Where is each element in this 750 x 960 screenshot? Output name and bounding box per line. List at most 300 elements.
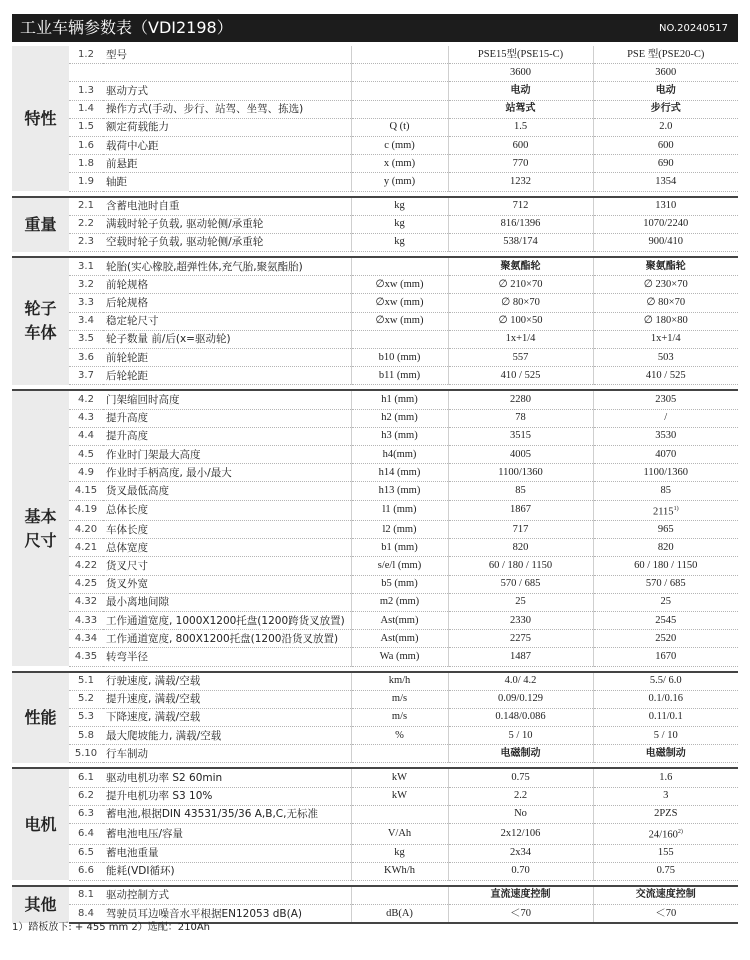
- value-text: 2520: [655, 632, 677, 644]
- value-model-2: [593, 276, 738, 294]
- table-row: [12, 690, 738, 708]
- section-category: 轮子 车体: [12, 257, 69, 385]
- value-model-2: [593, 745, 738, 763]
- item-number: 4.20: [69, 521, 103, 539]
- item-unit: [351, 805, 448, 823]
- value-model-1: 4005: [448, 445, 593, 463]
- value-model-1: 85: [448, 482, 593, 500]
- value-model-1: 600: [448, 136, 593, 154]
- value-model-2: [593, 521, 738, 539]
- item-unit: b11 (mm): [351, 367, 448, 385]
- item-unit: [351, 82, 448, 100]
- item-unit: ∅xw (mm): [351, 276, 448, 294]
- value-text: 电磁制动: [645, 747, 686, 759]
- table-row: [12, 100, 738, 118]
- section-category: 特性: [12, 46, 69, 191]
- page-title: 工业车辆参数表（VDI2198）: [20, 18, 233, 37]
- item-number: 4.2: [69, 390, 103, 409]
- value-text: 0.1/0.16: [648, 693, 683, 705]
- item-number: 5.10: [69, 745, 103, 763]
- item-unit: kg: [351, 215, 448, 233]
- item-number: 5.1: [69, 672, 103, 691]
- value-model-1: 712: [448, 197, 593, 216]
- item-number: 6.6: [69, 862, 103, 880]
- item-unit: h1 (mm): [351, 390, 448, 409]
- value-model-1: ∅ 80×70: [448, 294, 593, 312]
- table-row: [12, 427, 738, 445]
- item-unit: h3 (mm): [351, 427, 448, 445]
- item-number: 3.3: [69, 294, 103, 312]
- item-unit: l2 (mm): [351, 521, 448, 539]
- item-number: 1.2: [69, 46, 103, 64]
- table-row: [12, 257, 738, 276]
- item-description: 行驶速度, 满载/空载: [103, 672, 351, 691]
- value-text: 5.5/ 6.0: [649, 675, 682, 687]
- item-number: 6.2: [69, 787, 103, 805]
- item-number: 5.2: [69, 690, 103, 708]
- value-model-1: 2275: [448, 630, 593, 648]
- table-row: [12, 173, 738, 191]
- table-row: [12, 46, 738, 64]
- value-model-2: [593, 482, 738, 500]
- item-description: [103, 64, 351, 82]
- value-text: 24/160: [648, 829, 678, 841]
- item-number: 5.8: [69, 727, 103, 745]
- footnote-marker: 2): [677, 829, 683, 835]
- model-1-code: 3600: [448, 64, 593, 82]
- value-model-2: [593, 155, 738, 173]
- value-text: 1670: [655, 650, 677, 662]
- item-description: 作业时手柄高度, 最小/最大: [103, 464, 351, 482]
- value-model-1: No: [448, 805, 593, 823]
- table-row: [12, 648, 738, 666]
- table-row: [12, 312, 738, 330]
- section-category: 其他: [12, 886, 69, 923]
- item-number: 3.2: [69, 276, 103, 294]
- item-number: 2.2: [69, 215, 103, 233]
- value-model-2: [593, 464, 738, 482]
- table-row: [12, 118, 738, 136]
- item-number: 4.21: [69, 539, 103, 557]
- value-model-2: [593, 557, 738, 575]
- item-unit: [351, 257, 448, 276]
- item-number: 8.4: [69, 905, 103, 924]
- item-unit: [351, 330, 448, 348]
- value-model-1: 1100/1360: [448, 464, 593, 482]
- item-number: 4.19: [69, 500, 103, 521]
- value-text: 1070/2240: [643, 218, 689, 230]
- value-model-2: [593, 727, 738, 745]
- item-description: 门架缩回时高度: [103, 390, 351, 409]
- value-model-2: [593, 257, 738, 276]
- item-number: 3.6: [69, 349, 103, 367]
- value-model-2: [593, 330, 738, 348]
- item-unit: x (mm): [351, 155, 448, 173]
- value-model-2: [593, 905, 738, 924]
- item-description: 轮胎(实心橡胶,超弹性体,充气胎,聚氨酯胎): [103, 257, 351, 276]
- value-text: 600: [657, 139, 674, 151]
- item-unit: KWh/h: [351, 862, 448, 880]
- item-unit: h13 (mm): [351, 482, 448, 500]
- item-description: 蓄电池重量: [103, 844, 351, 862]
- table-row: [12, 233, 738, 251]
- value-model-1: 2.2: [448, 787, 593, 805]
- spec-table: [12, 46, 738, 924]
- value-model-1: 25: [448, 593, 593, 611]
- header-bar: [12, 14, 738, 42]
- section-category: 重量: [12, 197, 69, 252]
- item-description: 驱动控制方式: [103, 886, 351, 905]
- item-number: 5.3: [69, 708, 103, 726]
- item-description: 货叉外宽: [103, 575, 351, 593]
- value-text: 交流速度控制: [635, 889, 696, 901]
- value-model-1: 聚氨酯轮: [448, 257, 593, 276]
- value-model-1: 2x12/106: [448, 824, 593, 845]
- item-unit: Ast(mm): [351, 630, 448, 648]
- value-text: 0.75: [656, 865, 675, 877]
- value-model-2: [593, 100, 738, 118]
- item-number: 1.4: [69, 100, 103, 118]
- value-model-2: [593, 886, 738, 905]
- value-text: 1354: [655, 175, 677, 187]
- item-unit: b5 (mm): [351, 575, 448, 593]
- table-row: [12, 824, 738, 845]
- item-description: 总体长度: [103, 500, 351, 521]
- value-model-1: 557: [448, 349, 593, 367]
- item-description: 前轮规格: [103, 276, 351, 294]
- value-text: 2305: [655, 393, 677, 405]
- value-model-2: [593, 312, 738, 330]
- value-text: ∅ 80×70: [646, 297, 686, 309]
- item-description: 车体长度: [103, 521, 351, 539]
- item-description: 前悬距: [103, 155, 351, 173]
- item-description: 蓄电池,根据DIN 43531/35/36 A,B,C,无标准: [103, 805, 351, 823]
- table-row: [12, 367, 738, 385]
- table-row: [12, 886, 738, 905]
- item-description: 轮子数量 前/后(x=驱动轮): [103, 330, 351, 348]
- value-text: ＜70: [655, 907, 677, 919]
- value-text: 3530: [655, 430, 677, 442]
- item-number: 4.3: [69, 409, 103, 427]
- item-unit: kW: [351, 787, 448, 805]
- item-number: 4.9: [69, 464, 103, 482]
- item-unit: Wa (mm): [351, 648, 448, 666]
- item-number: 2.3: [69, 233, 103, 251]
- value-model-2: [593, 648, 738, 666]
- value-text: 410 / 525: [645, 369, 686, 381]
- table-row: [12, 482, 738, 500]
- item-description: 最大爬坡能力, 满载/空载: [103, 727, 351, 745]
- value-text: 85: [660, 484, 671, 496]
- item-unit: c (mm): [351, 136, 448, 154]
- document-number: NO.20240517: [658, 23, 728, 34]
- value-model-1: 60 / 180 / 1150: [448, 557, 593, 575]
- item-description: 前轮轮距: [103, 349, 351, 367]
- item-number: 4.32: [69, 593, 103, 611]
- table-row: [12, 64, 738, 82]
- table-row: [12, 82, 738, 100]
- item-description: 驾驶员耳边噪音水平根据EN12053 dB(A): [103, 905, 351, 924]
- section-category: 性能: [12, 672, 69, 763]
- value-model-2: [593, 672, 738, 691]
- item-unit: kg: [351, 844, 448, 862]
- item-number: 4.15: [69, 482, 103, 500]
- table-row: [12, 409, 738, 427]
- item-unit: b10 (mm): [351, 349, 448, 367]
- table-row: [12, 155, 738, 173]
- item-unit: h14 (mm): [351, 464, 448, 482]
- value-text: 2115: [652, 506, 674, 517]
- table-row: [12, 294, 738, 312]
- item-number: 6.1: [69, 768, 103, 787]
- item-description: 型号: [103, 46, 351, 64]
- item-unit: m/s: [351, 690, 448, 708]
- item-description: 含蓄电池时自重: [103, 197, 351, 216]
- value-model-2: [593, 349, 738, 367]
- value-text: 3: [663, 790, 669, 802]
- value-model-2: [593, 708, 738, 726]
- value-model-2: [593, 294, 738, 312]
- value-model-1: 1x+1/4: [448, 330, 593, 348]
- item-number: 2.1: [69, 197, 103, 216]
- item-number: 3.5: [69, 330, 103, 348]
- item-description: 稳定轮尺寸: [103, 312, 351, 330]
- item-description: 蓄电池电压/容量: [103, 824, 351, 845]
- table-row: [12, 844, 738, 862]
- table-row: [12, 745, 738, 763]
- item-number: 4.35: [69, 648, 103, 666]
- value-model-1: 820: [448, 539, 593, 557]
- value-model-2: [593, 173, 738, 191]
- value-text: 60 / 180 / 1150: [634, 559, 698, 571]
- value-text: ∅ 230×70: [643, 278, 688, 290]
- table-row: [12, 276, 738, 294]
- value-model-1: ∅ 210×70: [448, 276, 593, 294]
- value-model-1: 0.148/0.086: [448, 708, 593, 726]
- value-model-2: [593, 409, 738, 427]
- item-description: 总体宽度: [103, 539, 351, 557]
- value-model-2: [593, 197, 738, 216]
- item-number: 6.5: [69, 844, 103, 862]
- value-model-2: [593, 118, 738, 136]
- value-text: ∅ 180×80: [643, 315, 688, 327]
- value-model-1: 78: [448, 409, 593, 427]
- value-model-1: 3515: [448, 427, 593, 445]
- item-unit: ∅xw (mm): [351, 294, 448, 312]
- value-text: 5 / 10: [653, 729, 678, 741]
- item-unit: kg: [351, 233, 448, 251]
- item-number: 1.9: [69, 173, 103, 191]
- item-description: 作业时门架最大高度: [103, 445, 351, 463]
- footnote-marker: 1): [673, 505, 679, 512]
- value-model-1: 站驾式: [448, 100, 593, 118]
- item-number: 3.4: [69, 312, 103, 330]
- item-unit: h2 (mm): [351, 409, 448, 427]
- table-row: [12, 727, 738, 745]
- value-model-1: 直流速度控制: [448, 886, 593, 905]
- item-unit: kW: [351, 768, 448, 787]
- footnote: 1）踏板放下: + 455 mm 2）选配：210Ah: [12, 922, 211, 933]
- item-number: 3.7: [69, 367, 103, 385]
- value-model-2: [593, 824, 738, 845]
- value-model-1: 538/174: [448, 233, 593, 251]
- item-number: 4.5: [69, 445, 103, 463]
- item-description: 行车制动: [103, 745, 351, 763]
- value-model-1: 电动: [448, 82, 593, 100]
- value-model-2: [593, 215, 738, 233]
- value-model-1: 5 / 10: [448, 727, 593, 745]
- item-number: 4.4: [69, 427, 103, 445]
- value-model-1: ＜70: [448, 905, 593, 924]
- item-number: 4.22: [69, 557, 103, 575]
- model-2-code: 3600: [593, 64, 738, 82]
- item-description: 工作通道宽度, 1000X1200托盘(1200跨货叉放置): [103, 611, 351, 629]
- table-row: [12, 197, 738, 216]
- item-description: 空载时轮子负载, 驱动轮侧/承重轮: [103, 233, 351, 251]
- item-number: 1.8: [69, 155, 103, 173]
- value-model-2: [593, 593, 738, 611]
- value-text: 820: [657, 541, 674, 553]
- item-description: 轴距: [103, 173, 351, 191]
- value-model-1: 1487: [448, 648, 593, 666]
- value-text: 电动: [655, 84, 676, 96]
- table-row: [12, 787, 738, 805]
- value-model-1: 0.75: [448, 768, 593, 787]
- item-unit: ∅xw (mm): [351, 312, 448, 330]
- table-row: [12, 805, 738, 823]
- value-model-1: 770: [448, 155, 593, 173]
- model-2-name: PSE 型(PSE20-C): [593, 46, 738, 64]
- table-row: [12, 611, 738, 629]
- item-description: 后轮轮距: [103, 367, 351, 385]
- value-text: 155: [657, 847, 674, 859]
- value-text: 2545: [655, 614, 677, 626]
- table-row: [12, 768, 738, 787]
- value-text: 0.11/0.1: [648, 711, 683, 723]
- item-unit: [351, 100, 448, 118]
- value-text: 900/410: [648, 236, 683, 248]
- value-model-1: 4.0/ 4.2: [448, 672, 593, 691]
- table-row: [12, 672, 738, 691]
- item-unit: kg: [351, 197, 448, 216]
- item-unit: h4(mm): [351, 445, 448, 463]
- value-text: 1.6: [659, 772, 673, 784]
- item-unit: [351, 745, 448, 763]
- table-row: [12, 500, 738, 521]
- item-description: 驱动电机功率 S2 60min: [103, 768, 351, 787]
- item-number: [69, 64, 103, 82]
- item-number: 4.25: [69, 575, 103, 593]
- value-model-2: [593, 630, 738, 648]
- table-row: [12, 215, 738, 233]
- item-unit: s/e/l (mm): [351, 557, 448, 575]
- table-row: [12, 575, 738, 593]
- value-model-2: [593, 233, 738, 251]
- table-row: [12, 349, 738, 367]
- item-description: 最小离地间隙: [103, 593, 351, 611]
- value-text: 2PZS: [654, 808, 678, 820]
- section-category: 电机: [12, 768, 69, 880]
- value-model-2: [593, 690, 738, 708]
- item-description: 货叉尺寸: [103, 557, 351, 575]
- item-number: 1.6: [69, 136, 103, 154]
- value-model-1: ∅ 100×50: [448, 312, 593, 330]
- value-model-1: 1.5: [448, 118, 593, 136]
- value-text: 聚氨酯轮: [645, 260, 686, 272]
- value-model-2: [593, 427, 738, 445]
- value-model-2: [593, 862, 738, 880]
- table-row: [12, 557, 738, 575]
- value-model-2: [593, 367, 738, 385]
- value-text: 步行式: [650, 103, 681, 115]
- item-unit: y (mm): [351, 173, 448, 191]
- value-text: 1100/1360: [643, 466, 689, 478]
- item-unit: %: [351, 727, 448, 745]
- value-text: 2.0: [659, 121, 673, 133]
- value-model-1: 1232: [448, 173, 593, 191]
- item-unit: m/s: [351, 708, 448, 726]
- value-model-1: 0.70: [448, 862, 593, 880]
- item-unit: [351, 64, 448, 82]
- table-row: [12, 539, 738, 557]
- item-description: 提升高度: [103, 409, 351, 427]
- value-model-2: [593, 539, 738, 557]
- table-row: [12, 708, 738, 726]
- item-number: 4.34: [69, 630, 103, 648]
- item-description: 能耗(VDI循环): [103, 862, 351, 880]
- item-unit: V/Ah: [351, 824, 448, 845]
- item-unit: [351, 46, 448, 64]
- value-model-2: [593, 787, 738, 805]
- value-text: 690: [657, 157, 674, 169]
- value-model-1: 816/1396: [448, 215, 593, 233]
- table-row: [12, 330, 738, 348]
- model-1-name: PSE15型(PSE15-C): [448, 46, 593, 64]
- value-model-1: 717: [448, 521, 593, 539]
- value-model-1: 电磁制动: [448, 745, 593, 763]
- item-number: 6.4: [69, 824, 103, 845]
- value-text: 1x+1/4: [650, 333, 681, 345]
- value-model-1: 2x34: [448, 844, 593, 862]
- table-row: [12, 593, 738, 611]
- item-number: 3.1: [69, 257, 103, 276]
- value-text: 503: [657, 351, 674, 363]
- item-description: 提升高度: [103, 427, 351, 445]
- value-model-1: 2330: [448, 611, 593, 629]
- item-unit: l1 (mm): [351, 500, 448, 521]
- item-description: 货叉最低高度: [103, 482, 351, 500]
- item-description: 提升速度, 满载/空载: [103, 690, 351, 708]
- value-model-2: [593, 390, 738, 409]
- table-row: [12, 445, 738, 463]
- item-description: 工作通道宽度, 800X1200托盘(1200沿货叉放置): [103, 630, 351, 648]
- table-row: [12, 521, 738, 539]
- value-model-1: 410 / 525: [448, 367, 593, 385]
- item-description: 后轮规格: [103, 294, 351, 312]
- item-description: 载荷中心距: [103, 136, 351, 154]
- item-description: 操作方式(手动、步行、站驾、坐驾、拣选): [103, 100, 351, 118]
- value-model-2: [593, 575, 738, 593]
- table-row: [12, 464, 738, 482]
- value-text: 25: [660, 596, 671, 608]
- value-text: /: [664, 412, 668, 424]
- value-model-2: [593, 768, 738, 787]
- value-model-1: 0.09/0.129: [448, 690, 593, 708]
- item-unit: dB(A): [351, 905, 448, 924]
- item-description: 下降速度, 满载/空载: [103, 708, 351, 726]
- value-text: 570 / 685: [645, 578, 686, 590]
- item-unit: Ast(mm): [351, 611, 448, 629]
